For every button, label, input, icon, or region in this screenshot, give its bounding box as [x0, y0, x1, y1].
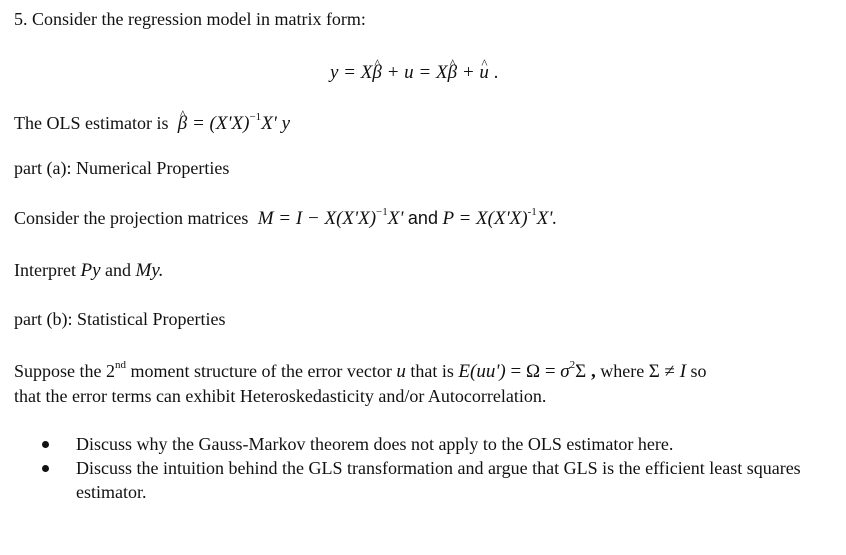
suppose-text-3: that is [410, 361, 454, 381]
bullet-text: Discuss the intuition behind the GLS transformation and argue that GLS is the efficient least squares estimator. [76, 458, 801, 502]
bullet-text: Discuss why the Gauss-Markov theorem does not apply to the OLS estimator here. [76, 434, 674, 454]
ols-formula: β ^ = $(X'X)^{-1}X'$ y [173, 113, 290, 134]
discussion-bullets [38, 432, 818, 504]
sigma-condition: Σ ≠ I [648, 361, 687, 382]
suppose-text-1: Suppose the 2 [14, 361, 115, 381]
where-text: where [600, 361, 645, 381]
ols-label: The OLS estimator is [14, 113, 169, 133]
question-intro [14, 8, 366, 30]
question-number: 5. [14, 9, 28, 29]
question-intro-text: Consider the regression model in matrix form: [32, 9, 366, 29]
ols-estimator-line [14, 112, 290, 137]
suppose-text-2: moment structure of the error vector [130, 361, 392, 381]
projection-text: Consider the projection matrices [14, 208, 249, 228]
model-equation [330, 62, 498, 84]
part-b-heading: part (b): Statistical Properties [14, 309, 226, 329]
interpret-prefix: Interpret [14, 260, 76, 280]
ordinal-superscript: nd [115, 359, 126, 371]
model-equation-text: y = Xβ ^ + u = Xβ ^ + u ^ . [330, 62, 498, 83]
suppose-line [14, 360, 707, 385]
interpret-my: My. [135, 260, 164, 281]
p-formula: $P = X(X'X)^{-1}X'$. [442, 206, 558, 229]
m-formula: $M = I - X(X'X)^{-1}X'$ [252, 206, 404, 229]
bullet-item [38, 456, 818, 504]
bullet-item [38, 432, 818, 456]
interpret-py: Py [80, 260, 101, 281]
moment-formula: $E(uu') = \Omega = \sigma^2\Sigma$ , [458, 359, 596, 382]
part-a-heading: part (a): Numerical Properties [14, 158, 230, 178]
bullet-dot-icon [42, 441, 49, 448]
interpret-line [14, 259, 163, 282]
interpret-and: and [105, 260, 132, 280]
and-word: and [407, 208, 438, 228]
bullet-dot-icon [42, 465, 49, 472]
suppose-line-2: that the error terms can exhibit Heteroskedasticity and/or Autocorrelation. [14, 386, 547, 406]
projection-line [14, 207, 557, 232]
error-vector-u: u [396, 361, 406, 382]
so-text: so [690, 361, 707, 381]
